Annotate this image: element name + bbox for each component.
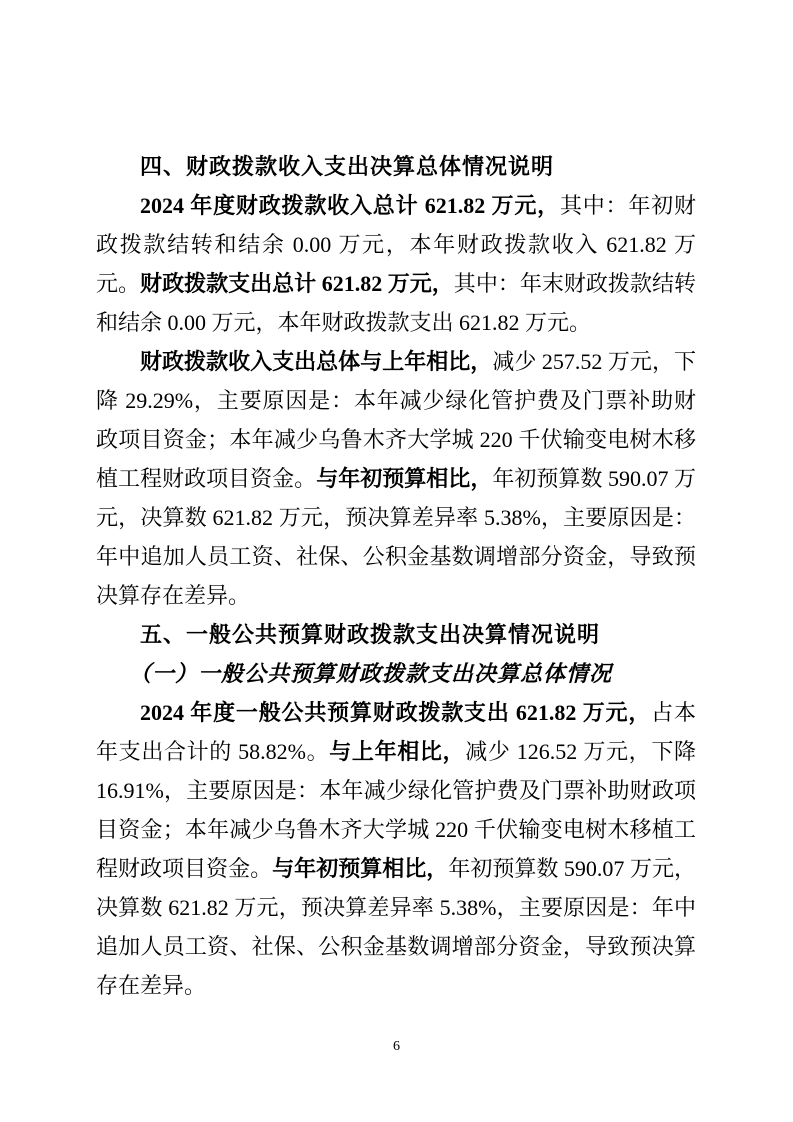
text-segment: 占本年支出合计的 58.82%。 — [96, 700, 696, 764]
paragraph-fiscal-comparison — [96, 342, 696, 615]
text-segment: 减少 126.52 万元，下降 16.91%，主要原因是：本年减少绿化管护费及门票补助财政项目资金；本年减少乌鲁木齐大学城 220 千伏输变电树木移植工程财政项目资金。 — [96, 739, 696, 881]
text-segment: 其中：年末财政拨款结转和结余 0.00 万元，本年财政拨款支出 621.82 万元。 — [96, 271, 696, 335]
section-heading-4: 四、财政拨款收入支出决算总体情况说明 — [140, 154, 555, 179]
text-segment: 其中：年初财政拨款结转和结余 0.00 万元，本年财政拨款收入 621.82 万元。 — [96, 193, 696, 296]
section-heading-5: 五、一般公共预算财政拨款支出决算情况说明 — [140, 622, 601, 647]
text-segment: 财政拨款收入支出总体与上年相比， — [140, 349, 493, 374]
text-segment: 年初预算数 590.07 万元，决算数 621.82 万元，预决算差异率 5.38%，主要原因是：年中追加人员工资、社保、公积金基数调增部分资金，导致预决算存在差异。 — [96, 856, 696, 998]
paragraph-fiscal-total — [96, 186, 696, 342]
page-number: 6 — [393, 1039, 400, 1054]
text-segment: 与年初预算相比， — [316, 466, 493, 491]
subsection-heading-5-1: （一）一般公共预算财政拨款支出决算总体情况 — [129, 661, 613, 686]
text-segment: 与上年相比， — [329, 739, 466, 764]
text-segment: 2024 年度一般公共预算财政拨款支出 621.82 万元， — [140, 700, 652, 725]
text-segment: 财政拨款支出总计 621.82 万元， — [140, 271, 454, 296]
text-segment: 减少 257.52 万元，下降 29.29%，主要原因是：本年减少绿化管护费及门票补助财政项目资金；本年减少乌鲁木齐大学城 220 千伏输变电树木移植工程财政项目资金。 — [96, 349, 696, 491]
text-segment: 与年初预算相比， — [272, 856, 449, 881]
document-body — [96, 147, 696, 1005]
paragraph-general-budget-expenditure — [96, 693, 696, 1005]
text-segment: 年初预算数 590.07 万元，决算数 621.82 万元，预决算差异率 5.38%，主要原因是：年中追加人员工资、社保、公积金基数调增部分资金，导致预决算存在差异。 — [96, 466, 696, 608]
text-segment: 2024 年度财政拨款收入总计 621.82 万元， — [140, 193, 560, 218]
